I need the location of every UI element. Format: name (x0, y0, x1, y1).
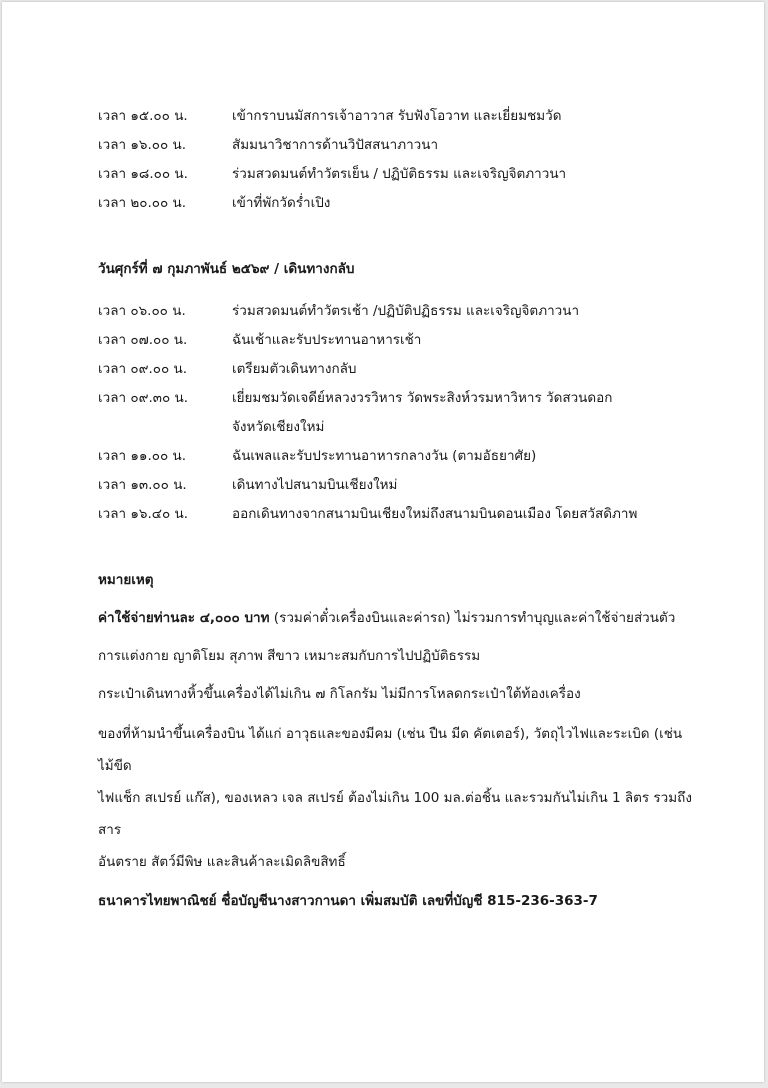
schedule-desc (232, 297, 698, 326)
note-cost-detail: (รวมค่าตั๋วเครื่องบินและค่ารถ) ไม่รวมการทำบุญและค่าใช้จ่ายส่วนตัว (269, 610, 676, 626)
schedule-desc (232, 500, 698, 529)
schedule-desc-line: ร่วมสวดมนต์ทำวัตรเย็น / ปฏิบัติธรรม และเจริญจิตภาวนา (232, 166, 567, 182)
schedule-row (98, 297, 698, 326)
note-baggage: กระเป๋าเดินทางหิ้วขึ้นเครื่องได้ไม่เกิน ๗ กิโลกรัม ไม่มีการโหลดกระเป๋าใต้ท้องเครื่อง (98, 686, 581, 702)
schedule-desc (232, 384, 698, 442)
schedule-desc (232, 131, 698, 160)
schedule-desc-line: จังหวัดเชียงใหม่ (232, 419, 325, 435)
schedule-time: เวลา ๐๙.๓๐ น. (98, 390, 189, 406)
schedule-time: เวลา ๑๕.๐๐ น. (98, 108, 188, 124)
schedule-desc-line: เข้าที่พักวัดร่ำเปิง (232, 195, 331, 211)
schedule-time: เวลา ๑๖.๐๐ น. (98, 137, 187, 153)
schedule-time: เวลา ๑๘.๐๐ น. (98, 166, 188, 182)
note-prohibited (98, 718, 698, 878)
schedule-continued (98, 102, 698, 218)
schedule-row (98, 500, 698, 529)
schedule-row (98, 326, 698, 355)
schedule-desc (232, 442, 698, 471)
schedule-desc-line: ฉันเพลและรับประทานอาหารกลางวัน (ตามอัธยาศัย) (232, 448, 537, 464)
schedule-desc (232, 102, 698, 131)
schedule-row (98, 160, 698, 189)
schedule-desc-line: เตรียมตัวเดินทางกลับ (232, 361, 357, 377)
notes-section (98, 566, 698, 916)
schedule-row (98, 131, 698, 160)
note-cost-amount: ค่าใช้จ่ายท่านละ ๔,๐๐๐ บาท (98, 610, 270, 626)
schedule-time: เวลา ๒๐.๐๐ น. (98, 195, 187, 211)
schedule-desc (232, 326, 698, 355)
schedule-desc (232, 471, 698, 500)
note-prohibited-line: อันตราย สัตว์มีพิษ และสินค้าละเมิดลิขสิทธิ์ (98, 854, 346, 870)
schedule-desc (232, 189, 698, 218)
schedule-desc (232, 355, 698, 384)
schedule-desc (232, 160, 698, 189)
schedule-time: เวลา ๐๙.๐๐ น. (98, 361, 188, 377)
schedule-row (98, 189, 698, 218)
note-cost (98, 604, 698, 633)
note-dress: การแต่งกาย ญาติโยม สุภาพ สีขาว เหมาะสมกับการไปปฏิบัติธรรม (98, 648, 481, 664)
notes-title: หมายเหตุ (98, 572, 154, 588)
schedule-desc-line: ฉันเช้าและรับประทานอาหารเช้า (232, 332, 422, 348)
schedule-desc-line: ร่วมสวดมนต์ทำวัตรเช้า /ปฏิบัติปฏิธรรม และเจริญจิตภาวนา (232, 303, 580, 319)
schedule-time: เวลา ๑๓.๐๐ น. (98, 477, 187, 493)
schedule-desc-line: เยี่ยมชมวัดเจดีย์หลวงวรวิหาร วัดพระสิงห์วรมหาวิหาร วัดสวนดอก (232, 390, 613, 406)
schedule-time: เวลา ๐๗.๐๐ น. (98, 332, 188, 348)
document-content (98, 102, 698, 916)
schedule-time: เวลา ๐๖.๐๐ น. (98, 303, 186, 319)
schedule-row (98, 355, 698, 384)
schedule-row (98, 442, 698, 471)
note-prohibited-line: ไฟแช็ก สเปรย์ แก๊ส), ของเหลว เจล สเปรย์ ต้องไม่เกิน 100 มล.ต่อชิ้น และรวมกันไม่เกิน 1 ลิตร รวมถึง สาร (98, 790, 692, 838)
document-page (2, 2, 764, 1082)
schedule-row (98, 471, 698, 500)
schedule-time: เวลา ๑๖.๔๐ น. (98, 506, 189, 522)
schedule-desc-line: ออกเดินทางจากสนามบินเชียงใหม่ถึงสนามบินดอนเมือง โดยสวัสดิภาพ (232, 506, 638, 522)
schedule-desc-line: เดินทางไปสนามบินเชียงใหม่ (232, 477, 398, 493)
schedule-row (98, 384, 698, 442)
schedule-desc-line: เข้ากราบนมัสการเจ้าอาวาส รับฟังโอวาท และเยี่ยมชมวัด (232, 108, 562, 124)
schedule-time: เวลา ๑๑.๐๐ น. (98, 448, 187, 464)
schedule-row (98, 102, 698, 131)
day-header: วันศุกร์ที่ ๗ กุมภาพันธ์ ๒๕๖๙ / เดินทางกลับ (98, 261, 355, 277)
note-prohibited-line: ของที่ห้ามนำขึ้นเครื่องบิน ได้แก่ อาวุธและของมีคม (เช่น ปืน มีด คัตเตอร์), วัตถุไวไฟและระเบิด (เช่น ไม้ขีด (98, 726, 683, 774)
bank-account: ธนาคารไทยพาณิชย์ ชื่อบัญชีนางสาวกานดา เพิ่มสมบัติ เลขที่บัญชี 815-236-363-7 (98, 893, 598, 909)
schedule-return-day (98, 297, 698, 529)
schedule-desc-line: สัมมนาวิชาการด้านวิปัสสนาภาวนา (232, 137, 439, 153)
